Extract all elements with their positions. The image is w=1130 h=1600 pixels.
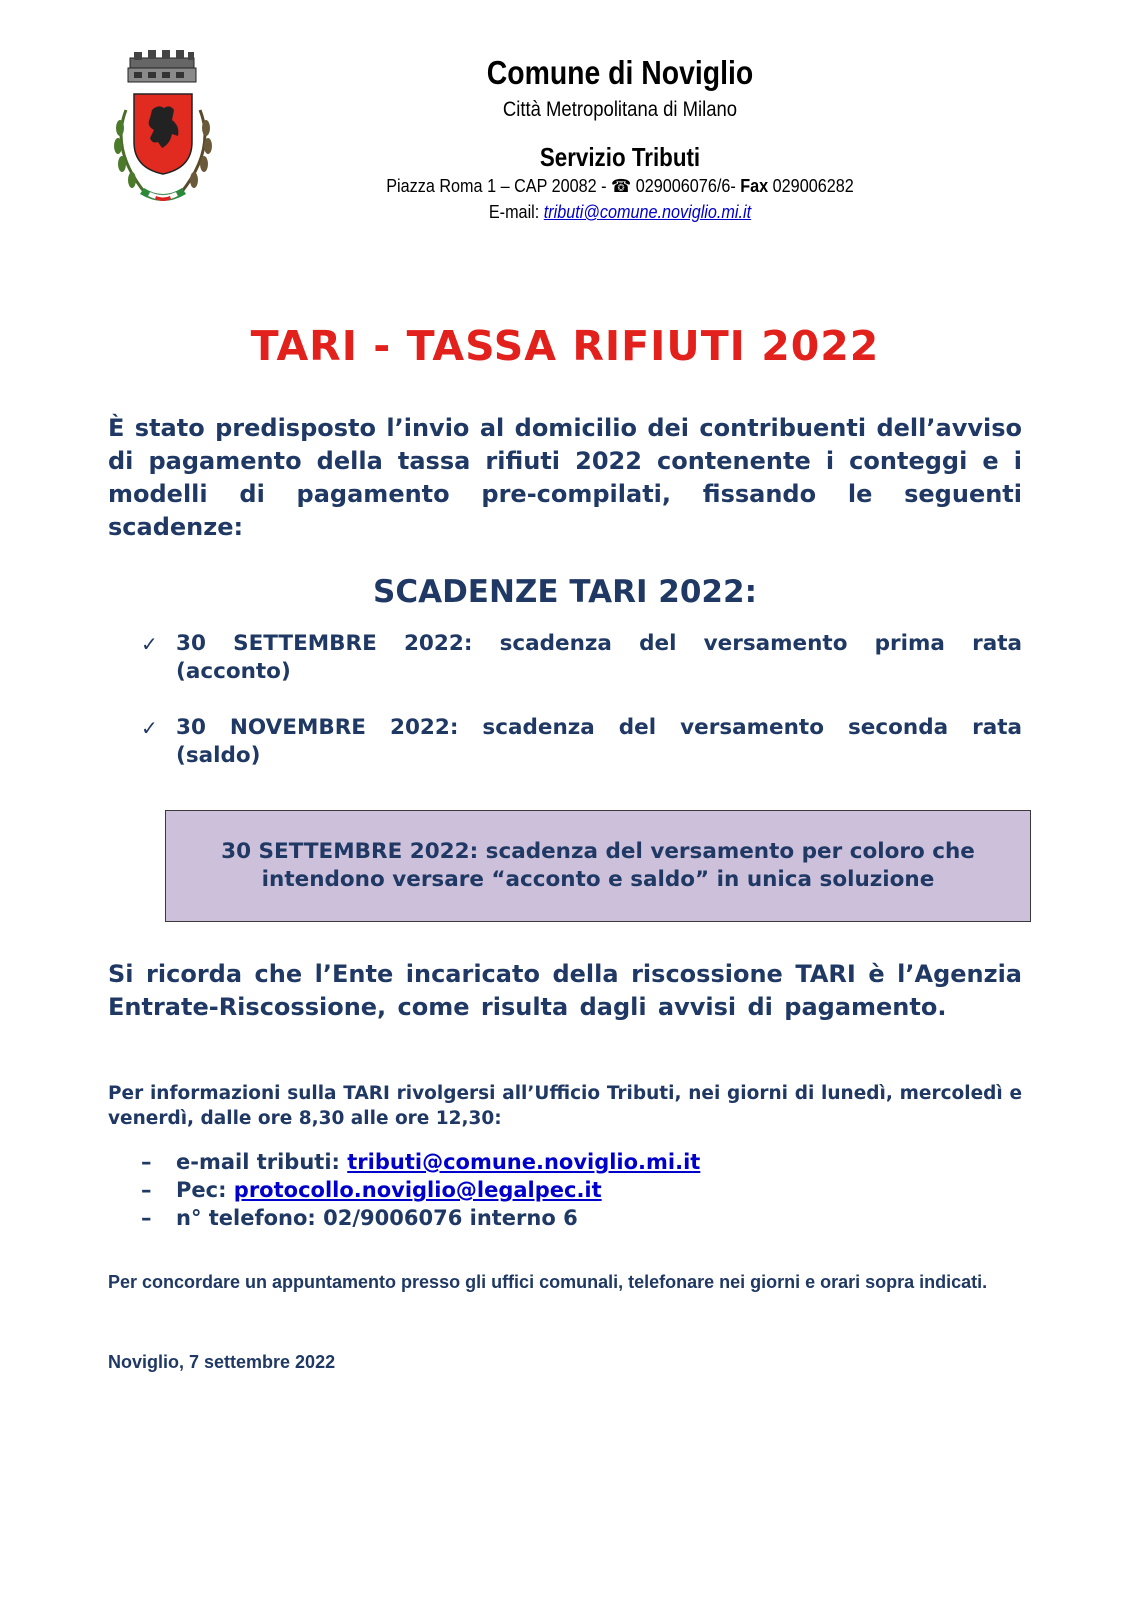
contact-email-link[interactable]: tributi@comune.noviglio.mi.it xyxy=(347,1150,701,1174)
dash-bullet: – xyxy=(141,1150,152,1174)
contact-pec-label: Pec: xyxy=(176,1178,234,1202)
coat-of-arms-logo xyxy=(104,50,222,210)
page-title: TARI - TASSA RIFIUTI 2022 xyxy=(250,322,880,370)
contact-phone: n° telefono: 02/9006076 interno 6 xyxy=(176,1206,578,1230)
fax-label: Fax xyxy=(740,176,769,196)
header-email-link[interactable]: tributi@comune.noviglio.mi.it xyxy=(543,202,752,222)
citta-metropolitana: Città Metropolitana di Milano xyxy=(502,98,738,121)
unica-soluzione-text: 30 SETTEMBRE 2022: scadenza del versamento per coloro che intendono versare “acconto e saldo” in unica soluzione xyxy=(221,839,975,892)
address-line xyxy=(332,176,908,197)
scadenza-item: 30 NOVEMBRE 2022: scadenza del versamento seconda rata (saldo) xyxy=(176,715,1022,768)
unica-soluzione-box xyxy=(165,810,1031,922)
address-text: Piazza Roma 1 – CAP 20082 - xyxy=(386,176,612,196)
scadenza-item: 30 SETTEMBRE 2022: scadenza del versamento prima rata (acconto) xyxy=(176,631,1022,684)
contact-pec xyxy=(176,1178,602,1202)
phone-icon: ☎ xyxy=(611,176,632,196)
crown-icon xyxy=(128,50,196,82)
dash-bullet: – xyxy=(141,1178,152,1202)
contact-email-label: e-mail tributi: xyxy=(176,1150,348,1174)
email-label: E-mail: xyxy=(488,202,544,222)
dash-bullet: – xyxy=(141,1206,152,1230)
servizio-tributi: Servizio Tributi xyxy=(539,142,701,172)
email-line xyxy=(332,202,908,223)
comune-name: Comune di Noviglio xyxy=(486,54,754,91)
check-icon: ✓ xyxy=(141,716,158,740)
contact-pec-link[interactable]: protocollo.noviglio@legalpec.it xyxy=(233,1178,602,1202)
reminder-paragraph: Si ricorda che l’Ente incaricato della riscossione TARI è l’Agenzia Entrate-Riscossione, come risulta dagli avvisi di pagamento. xyxy=(108,960,1022,1021)
signoff-date: Noviglio, 7 settembre 2022 xyxy=(108,1352,336,1372)
fax-number: 029006282 xyxy=(768,176,854,196)
scadenze-title: SCADENZE TARI 2022: xyxy=(373,574,757,610)
intro-paragraph: È stato predisposto l’invio al domicilio dei contribuenti dell’avviso di pagamento della tassa rifiuti 2022 contenente i conteggi e i modelli di pagamento pre-compilati, fissando le seguenti scadenze: xyxy=(108,414,1022,541)
appointment-paragraph: Per concordare un appuntamento presso gli uffici comunali, telefonare nei giorni e orari sopra indicati. xyxy=(108,1272,988,1292)
contact-email xyxy=(176,1150,700,1174)
phone-number: 029006076/6- xyxy=(631,176,741,196)
check-icon: ✓ xyxy=(141,632,158,656)
info-paragraph: Per informazioni sulla TARI rivolgersi all’Ufficio Tributi, nei giorni di lunedì, mercoledì e venerdì, dalle ore 8,30 alle ore 12,30: xyxy=(108,1083,1022,1129)
